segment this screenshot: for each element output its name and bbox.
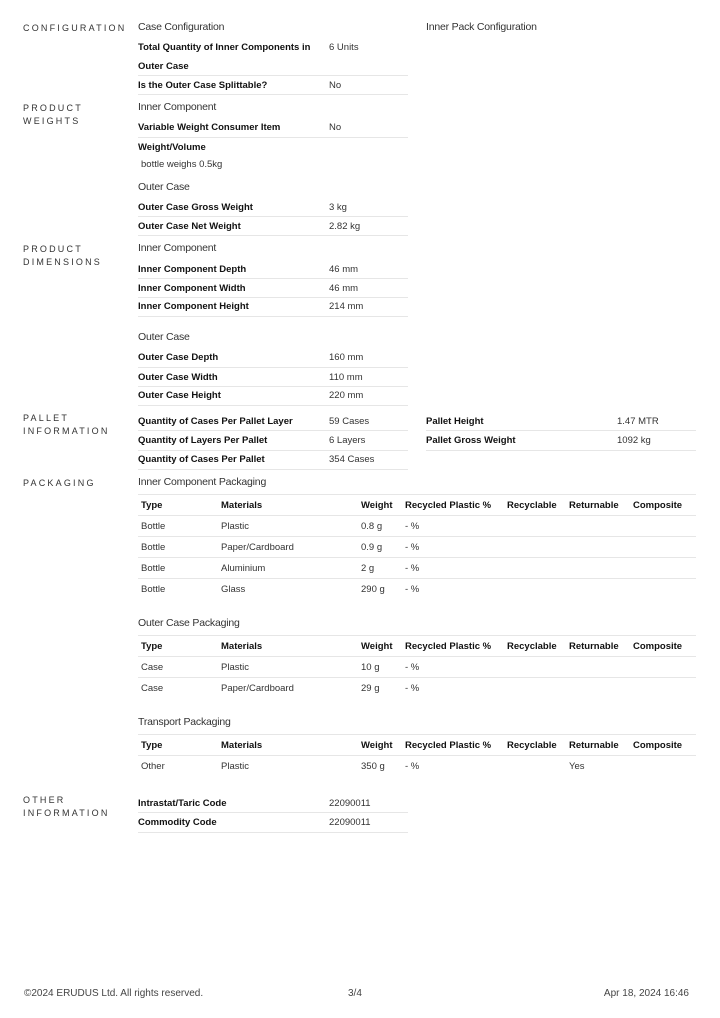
table-cell: - % [405, 583, 420, 595]
pallet-gross-weight-row [426, 431, 696, 451]
table-cell [504, 579, 566, 600]
table-cell: 0.8 g [358, 516, 402, 537]
outer-packaging-heading: Outer Case Packaging [138, 617, 240, 629]
column-header: Recyclable [504, 495, 566, 516]
transport-packaging-heading: Transport Packaging [138, 716, 231, 728]
dimensions-inner-heading: Inner Component [138, 242, 217, 254]
outer-net-weight-row [138, 217, 408, 236]
outer-packaging-table [138, 635, 696, 699]
column-header: Materials [218, 735, 358, 756]
column-header: Composite [630, 495, 696, 516]
total-qty-label-line1: Total Quantity of Inner Components in [138, 42, 311, 53]
total-qty-label-line2: Outer Case [138, 61, 189, 72]
table-cell [504, 537, 566, 558]
column-header: Recyclable [504, 735, 566, 756]
table-cell: - % [402, 558, 504, 579]
inner-pack-configuration-heading: Inner Pack Configuration [426, 21, 537, 33]
table-cell: Case [141, 682, 164, 694]
transport-packaging-table [138, 734, 696, 777]
table-cell [504, 756, 566, 777]
layers-per-pallet-value: 6 Layers [329, 435, 366, 446]
pallet-gross-weight-value: 1092 kg [617, 435, 651, 446]
table-cell [504, 558, 566, 579]
column-header: Returnable [566, 735, 630, 756]
column-header: Type [138, 636, 218, 657]
inner-width-label: Inner Component Width [138, 283, 246, 294]
packaging-header-row [138, 495, 696, 516]
inner-depth-value: 46 mm [329, 264, 359, 275]
table-cell: - % [402, 516, 504, 537]
intrastat-row [138, 794, 408, 813]
inner-width-value: 46 mm [329, 283, 359, 294]
pallet-gross-weight-label: Pallet Gross Weight [426, 435, 516, 446]
cases-per-pallet-value: 354 Cases [329, 454, 375, 465]
table-cell [630, 579, 696, 600]
table-cell [504, 678, 566, 699]
outer-depth-row [138, 349, 408, 368]
column-header: Materials [218, 495, 358, 516]
column-header: Weight [358, 636, 402, 657]
table-cell: - % [402, 657, 504, 678]
column-header: Composite [630, 636, 696, 657]
outer-net-weight-value: 2.82 kg [329, 221, 361, 232]
table-cell [566, 678, 630, 699]
section-label-product-weights: PRODUCT WEIGHTS [23, 103, 83, 126]
weight-volume-label: Weight/Volume [138, 142, 206, 153]
outer-gross-weight-value: 3 kg [329, 202, 347, 213]
table-cell [566, 516, 630, 537]
intrastat-value: 22090011 [329, 798, 371, 809]
table-cell: 2 g [358, 558, 402, 579]
table-cell: Bottle [138, 537, 218, 558]
table-row [138, 657, 696, 678]
table-cell: - % [405, 760, 420, 772]
inner-width-row [138, 279, 408, 298]
outer-depth-value: 160 mm [329, 352, 364, 363]
outer-height-row [138, 387, 408, 406]
column-header: Weight [358, 495, 402, 516]
table-row [138, 678, 696, 699]
section-label-configuration: CONFIGURATION [23, 23, 127, 33]
total-qty-value: 6 Units [329, 42, 359, 53]
inner-packaging-table [138, 494, 696, 600]
table-cell: - % [405, 682, 420, 694]
variable-weight-value: No [329, 122, 342, 133]
splittable-value: No [329, 80, 342, 91]
column-header: Type [138, 495, 218, 516]
inner-packaging-heading: Inner Component Packaging [138, 476, 267, 488]
section-label-other-information: OTHER INFORMATION [23, 795, 110, 818]
layers-per-pallet-row [138, 431, 408, 451]
table-cell: Other [141, 760, 165, 772]
table-cell [566, 558, 630, 579]
inner-depth-row [138, 260, 408, 279]
column-header: Recycled Plastic % [402, 735, 504, 756]
table-cell: Yes [569, 760, 585, 772]
table-cell: Bottle [141, 583, 166, 595]
table-cell [566, 657, 630, 678]
footer-copyright: ©2024 ERUDUS Ltd. All rights reserved. [24, 988, 204, 999]
cases-per-layer-value: 59 Cases [329, 416, 370, 427]
table-cell: Bottle [138, 558, 218, 579]
column-header: Returnable [566, 495, 630, 516]
commodity-value: 22090011 [329, 817, 371, 828]
inner-height-row [138, 298, 408, 317]
table-cell: Plastic [221, 760, 249, 772]
section-label-pallet-information: PALLET INFORMATION [23, 413, 110, 436]
table-cell: Case [138, 657, 218, 678]
footer-timestamp: Apr 18, 2024 16:46 [603, 988, 689, 999]
pallet-height-row [426, 412, 696, 431]
column-header: Returnable [566, 636, 630, 657]
column-header: Type [138, 735, 218, 756]
table-cell: 350 g [361, 760, 385, 772]
packaging-header-row [138, 735, 696, 756]
table-cell: Aluminium [218, 558, 358, 579]
inner-height-label: Inner Component Height [138, 301, 249, 312]
pallet-height-value: 1.47 MTR [617, 416, 659, 427]
outer-width-value: 110 mm [329, 372, 363, 383]
table-cell: Glass [221, 583, 246, 595]
table-cell: Plastic [218, 516, 358, 537]
commodity-label: Commodity Code [138, 817, 217, 828]
table-cell [630, 678, 696, 699]
column-header: Recycled Plastic % [402, 636, 504, 657]
outer-width-row [138, 368, 408, 387]
dimensions-outer-heading: Outer Case [138, 331, 190, 343]
table-cell: Paper/Cardboard [218, 537, 358, 558]
table-cell: Bottle [138, 516, 218, 537]
table-cell [630, 756, 696, 777]
table-row [138, 558, 696, 579]
outer-width-label: Outer Case Width [138, 372, 218, 383]
outer-height-value: 220 mm [329, 390, 364, 401]
table-cell [630, 516, 696, 537]
section-label-packaging: PACKAGING [23, 478, 96, 488]
column-header: Recycled Plastic % [402, 495, 504, 516]
section-label-product-dimensions: PRODUCT DIMENSIONS [23, 244, 103, 267]
outer-depth-label: Outer Case Depth [138, 352, 219, 363]
outer-gross-weight-row [138, 198, 408, 217]
table-cell [566, 537, 630, 558]
outer-net-weight-label: Outer Case Net Weight [138, 221, 241, 232]
table-cell [630, 558, 696, 579]
variable-weight-label: Variable Weight Consumer Item [138, 122, 281, 133]
inner-depth-label: Inner Component Depth [138, 264, 247, 275]
table-cell: - % [402, 537, 504, 558]
cases-per-pallet-label: Quantity of Cases Per Pallet [138, 454, 265, 465]
table-cell: 10 g [358, 657, 402, 678]
column-header: Recyclable [504, 636, 566, 657]
weight-volume-value: bottle weighs 0.5kg [141, 159, 223, 170]
table-row [138, 516, 696, 537]
table-cell: Paper/Cardboard [221, 682, 294, 694]
table-cell [630, 537, 696, 558]
packaging-header-row [138, 636, 696, 657]
table-cell [504, 657, 566, 678]
variable-weight-row [138, 119, 408, 138]
footer-page-number: 3/4 [348, 988, 362, 999]
cases-per-layer-row [138, 412, 408, 431]
cases-per-layer-label: Quantity of Cases Per Pallet Layer [138, 416, 293, 427]
column-header: Weight [358, 735, 402, 756]
table-row [138, 537, 696, 558]
intrastat-label: Intrastat/Taric Code [138, 798, 227, 809]
table-cell [630, 657, 696, 678]
table-row [138, 756, 696, 777]
pallet-height-label: Pallet Height [426, 416, 484, 427]
column-header: Materials [218, 636, 358, 657]
table-cell: 0.9 g [358, 537, 402, 558]
splittable-label: Is the Outer Case Splittable? [138, 80, 268, 91]
splittable-row [138, 76, 408, 95]
outer-height-label: Outer Case Height [138, 390, 221, 401]
table-cell [566, 579, 630, 600]
table-cell: 290 g [361, 583, 385, 595]
inner-height-value: 214 mm [329, 301, 364, 312]
table-cell [504, 516, 566, 537]
layers-per-pallet-label: Quantity of Layers Per Pallet [138, 435, 268, 446]
total-qty-row [138, 57, 408, 76]
outer-gross-weight-label: Outer Case Gross Weight [138, 202, 253, 213]
column-header: Composite [630, 735, 696, 756]
table-row [138, 579, 696, 600]
table-cell: 29 g [361, 682, 380, 694]
weights-inner-heading: Inner Component [138, 101, 217, 113]
cases-per-pallet-row [138, 451, 408, 470]
commodity-row [138, 813, 408, 833]
case-configuration-heading: Case Configuration [138, 21, 225, 33]
table-cell: Plastic [218, 657, 358, 678]
weights-outer-heading: Outer Case [138, 181, 190, 193]
